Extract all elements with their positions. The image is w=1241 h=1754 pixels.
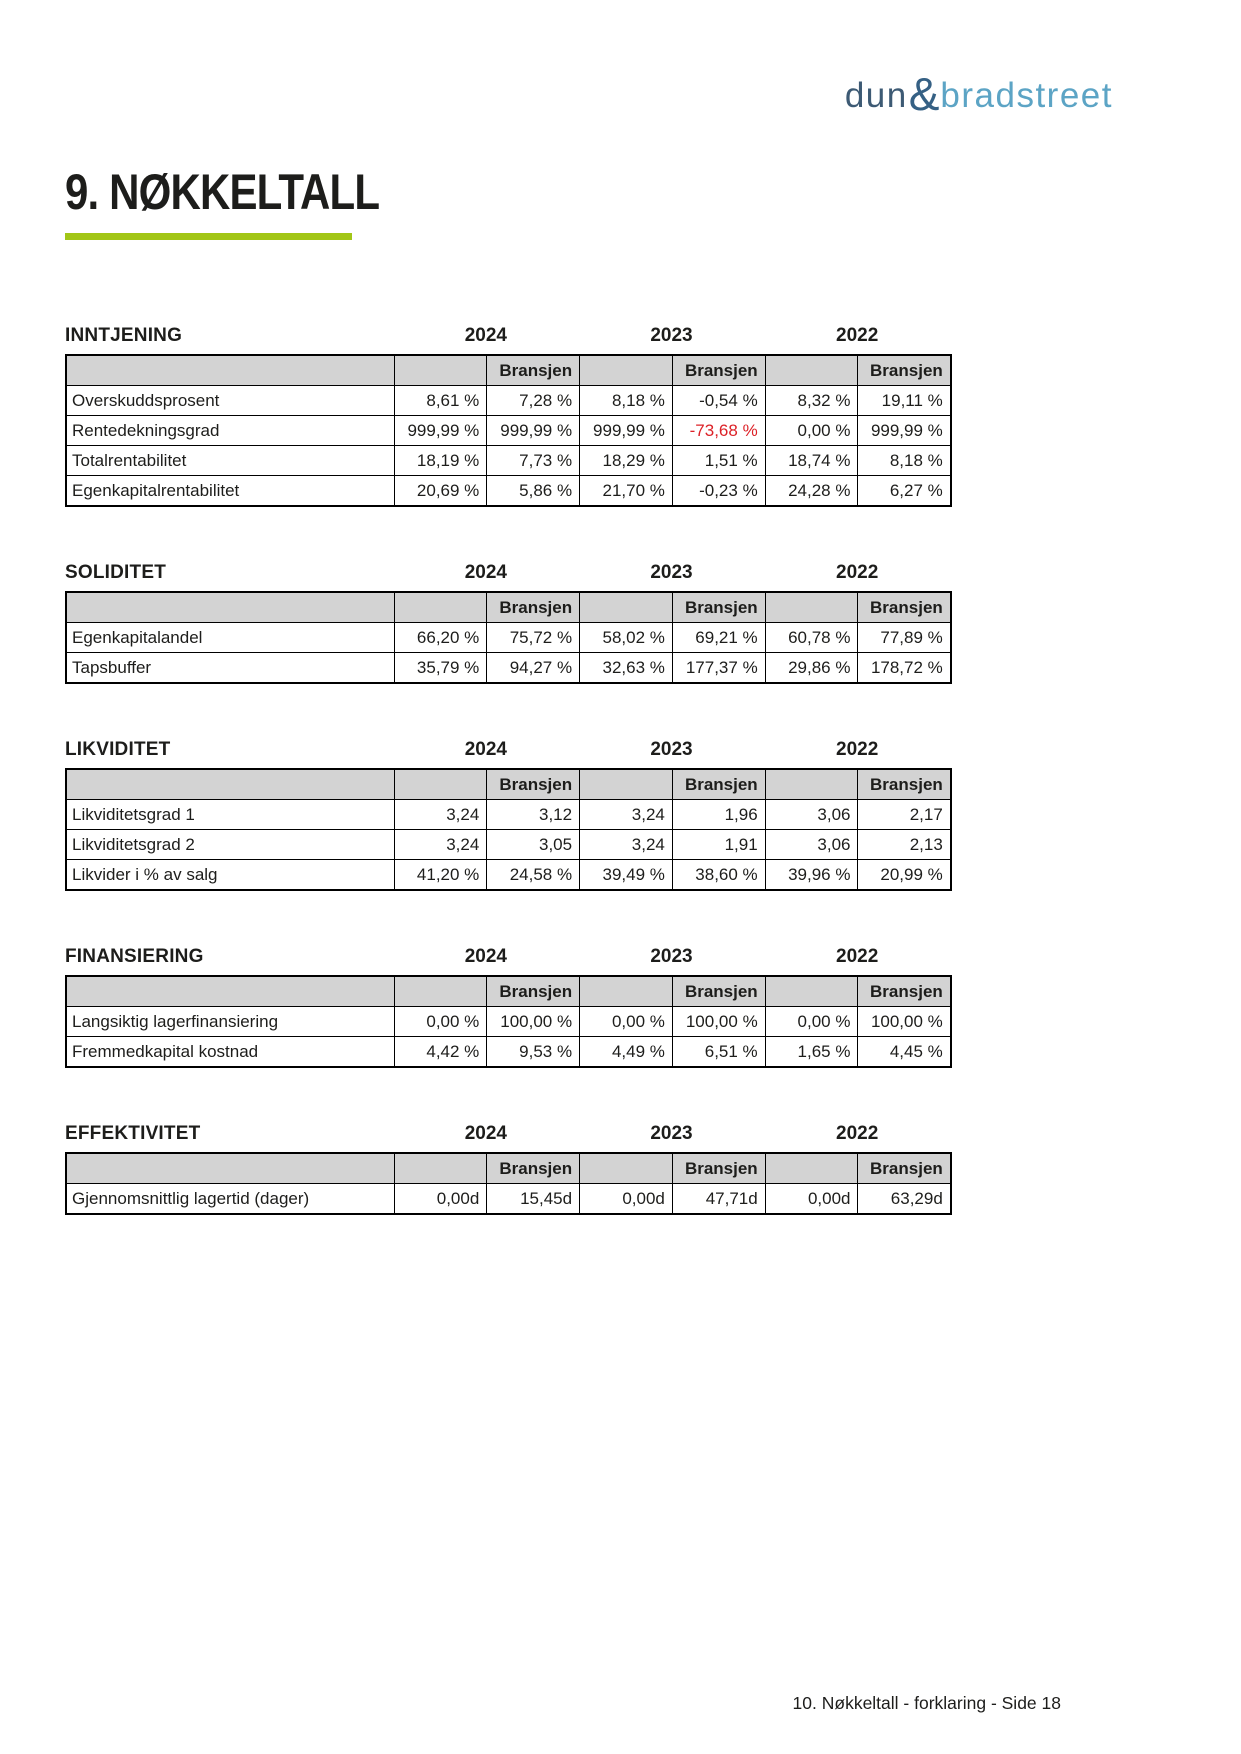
bransjen-header: Bransjen [487, 976, 580, 1007]
year-label: 2024 [464, 739, 507, 760]
table-header-row [66, 592, 951, 623]
section-header [65, 325, 950, 347]
value-cell: 0,00 % [765, 416, 858, 446]
table-row [66, 860, 951, 891]
value-cell: 60,78 % [765, 623, 858, 653]
table-header-row [66, 355, 951, 386]
value-cell: 177,37 % [672, 653, 765, 684]
value-cell: 1,96 [672, 800, 765, 830]
value-cell: 2,17 [858, 800, 951, 830]
value-cell: 3,24 [394, 830, 487, 860]
section-header [65, 946, 950, 968]
table-row [66, 830, 951, 860]
value-cell: 6,27 % [858, 476, 951, 507]
value-cell: 32,63 % [580, 653, 673, 684]
header-empty-cell [765, 769, 858, 800]
header-empty-cell [66, 976, 394, 1007]
header-empty-cell [66, 592, 394, 623]
bransjen-header: Bransjen [672, 769, 765, 800]
value-cell: 1,51 % [672, 446, 765, 476]
value-cell: 18,19 % [394, 446, 487, 476]
kpi-table [65, 975, 952, 1068]
value-cell: 63,29d [858, 1184, 951, 1215]
header-empty-cell [394, 355, 487, 386]
header-empty-cell [765, 976, 858, 1007]
row-label: Overskuddsprosent [66, 386, 394, 416]
value-cell: 39,49 % [580, 860, 673, 891]
year-label: 2022 [836, 739, 879, 760]
year-label: 2023 [650, 562, 693, 583]
bransjen-header: Bransjen [858, 1153, 951, 1184]
section-likviditet [65, 739, 950, 891]
year-label: 2022 [836, 325, 879, 346]
value-cell: 4,42 % [394, 1037, 487, 1068]
value-cell: 41,20 % [394, 860, 487, 891]
value-cell: 7,28 % [487, 386, 580, 416]
value-cell: 999,99 % [394, 416, 487, 446]
kpi-table [65, 1152, 952, 1215]
value-cell: 0,00d [394, 1184, 487, 1215]
table-row [66, 416, 951, 446]
value-cell: 20,69 % [394, 476, 487, 507]
value-cell: 15,45d [487, 1184, 580, 1215]
bransjen-header: Bransjen [487, 1153, 580, 1184]
section-title: SOLIDITET [65, 562, 167, 583]
value-cell: 66,20 % [394, 623, 487, 653]
value-cell: 75,72 % [487, 623, 580, 653]
value-cell: -0,23 % [672, 476, 765, 507]
row-label: Fremmedkapital kostnad [66, 1037, 394, 1068]
value-cell: 0,00d [580, 1184, 673, 1215]
section-finansiering [65, 946, 950, 1068]
table-header-row [66, 1153, 951, 1184]
table-row [66, 476, 951, 507]
header-empty-cell [765, 592, 858, 623]
section-title: EFFEKTIVITET [65, 1123, 201, 1144]
bransjen-header: Bransjen [672, 592, 765, 623]
value-cell: 0,00 % [765, 1007, 858, 1037]
row-label: Likviditetsgrad 1 [66, 800, 394, 830]
header-empty-cell [580, 976, 673, 1007]
bransjen-header: Bransjen [487, 769, 580, 800]
value-cell: 38,60 % [672, 860, 765, 891]
table-header-row [66, 976, 951, 1007]
logo-text-bradstreet: bradstreet [940, 76, 1113, 115]
value-cell: 58,02 % [580, 623, 673, 653]
bransjen-header: Bransjen [672, 1153, 765, 1184]
value-cell: 0,00 % [394, 1007, 487, 1037]
value-cell: 100,00 % [487, 1007, 580, 1037]
year-label: 2023 [650, 1123, 693, 1144]
value-cell: -0,54 % [672, 386, 765, 416]
header-empty-cell [394, 592, 487, 623]
year-label: 2024 [464, 562, 507, 583]
value-cell: 94,27 % [487, 653, 580, 684]
row-label: Likvider i % av salg [66, 860, 394, 891]
section-header [65, 739, 950, 761]
kpi-table [65, 768, 952, 891]
table-header-row [66, 769, 951, 800]
value-cell: 3,24 [394, 800, 487, 830]
section-title: INNTJENING [65, 325, 183, 346]
section-header [65, 562, 950, 584]
section-soliditet [65, 562, 950, 684]
row-label: Egenkapitalrentabilitet [66, 476, 394, 507]
bransjen-header: Bransjen [672, 976, 765, 1007]
page-title: 9. NØKKELTALL [65, 164, 380, 220]
value-cell: 3,24 [580, 800, 673, 830]
section-title: LIKVIDITET [65, 739, 171, 760]
bransjen-header: Bransjen [858, 592, 951, 623]
table-row [66, 623, 951, 653]
year-label: 2024 [464, 946, 507, 967]
logo-ampersand-icon: & [908, 68, 940, 120]
header-empty-cell [580, 769, 673, 800]
value-cell: 3,06 [765, 800, 858, 830]
header-empty-cell [66, 1153, 394, 1184]
section-effektivitet [65, 1123, 950, 1215]
bransjen-header: Bransjen [858, 976, 951, 1007]
section-title: FINANSIERING [65, 946, 204, 967]
value-cell: 3,12 [487, 800, 580, 830]
value-cell: 8,61 % [394, 386, 487, 416]
header-empty-cell [580, 1153, 673, 1184]
value-cell: 24,58 % [487, 860, 580, 891]
section-header [65, 1123, 950, 1145]
table-row [66, 800, 951, 830]
value-cell: 7,73 % [487, 446, 580, 476]
header-empty-cell [765, 1153, 858, 1184]
row-label: Tapsbuffer [66, 653, 394, 684]
value-cell: 100,00 % [858, 1007, 951, 1037]
value-cell: 999,99 % [858, 416, 951, 446]
row-label: Likviditetsgrad 2 [66, 830, 394, 860]
title-underline [65, 233, 352, 240]
dun-bradstreet-logo [844, 68, 1113, 120]
kpi-table [65, 354, 952, 507]
bransjen-header: Bransjen [672, 355, 765, 386]
value-cell: 4,45 % [858, 1037, 951, 1068]
year-label: 2023 [650, 325, 693, 346]
value-cell: 2,13 [858, 830, 951, 860]
value-cell: 39,96 % [765, 860, 858, 891]
header-empty-cell [765, 355, 858, 386]
value-cell: 100,00 % [672, 1007, 765, 1037]
value-cell: 1,65 % [765, 1037, 858, 1068]
bransjen-header: Bransjen [858, 355, 951, 386]
value-cell: 9,53 % [487, 1037, 580, 1068]
value-cell: 21,70 % [580, 476, 673, 507]
header-empty-cell [394, 976, 487, 1007]
page-footer: 10. Nøkkeltall - forklaring - Side 18 [792, 1693, 1061, 1713]
value-cell: 4,49 % [580, 1037, 673, 1068]
value-cell: 3,05 [487, 830, 580, 860]
table-row [66, 1037, 951, 1068]
value-cell: 47,71d [672, 1184, 765, 1215]
value-cell: 178,72 % [858, 653, 951, 684]
value-cell: 3,06 [765, 830, 858, 860]
row-label: Egenkapitalandel [66, 623, 394, 653]
kpi-table [65, 591, 952, 684]
table-row [66, 653, 951, 684]
bransjen-header: Bransjen [487, 592, 580, 623]
row-label: Gjennomsnittlig lagertid (dager) [66, 1184, 394, 1215]
report-sections [65, 325, 950, 1270]
value-cell: 8,18 % [580, 386, 673, 416]
value-cell: 5,86 % [487, 476, 580, 507]
value-cell: 29,86 % [765, 653, 858, 684]
value-cell: 1,91 [672, 830, 765, 860]
header-empty-cell [394, 1153, 487, 1184]
year-label: 2023 [650, 739, 693, 760]
value-cell: 18,74 % [765, 446, 858, 476]
year-label: 2024 [464, 325, 507, 346]
value-cell: 18,29 % [580, 446, 673, 476]
header-empty-cell [66, 355, 394, 386]
value-cell: 35,79 % [394, 653, 487, 684]
row-label: Rentedekningsgrad [66, 416, 394, 446]
value-cell: 0,00 % [580, 1007, 673, 1037]
header-empty-cell [580, 592, 673, 623]
header-empty-cell [580, 355, 673, 386]
header-empty-cell [66, 769, 394, 800]
table-row [66, 1007, 951, 1037]
bransjen-header: Bransjen [487, 355, 580, 386]
row-label: Langsiktig lagerfinansiering [66, 1007, 394, 1037]
table-row [66, 1184, 951, 1215]
year-label: 2022 [836, 946, 879, 967]
value-cell: 8,32 % [765, 386, 858, 416]
bransjen-header: Bransjen [858, 769, 951, 800]
value-cell: 19,11 % [858, 386, 951, 416]
year-label: 2022 [836, 1123, 879, 1144]
logo-text-dun: dun [844, 76, 908, 115]
value-cell: 77,89 % [858, 623, 951, 653]
section-inntjening [65, 325, 950, 507]
table-row [66, 386, 951, 416]
value-cell: 24,28 % [765, 476, 858, 507]
value-cell: -73,68 % [672, 416, 765, 446]
row-label: Totalrentabilitet [66, 446, 394, 476]
value-cell: 999,99 % [487, 416, 580, 446]
value-cell: 69,21 % [672, 623, 765, 653]
table-row [66, 446, 951, 476]
value-cell: 3,24 [580, 830, 673, 860]
year-label: 2023 [650, 946, 693, 967]
year-label: 2024 [464, 1123, 507, 1144]
value-cell: 999,99 % [580, 416, 673, 446]
value-cell: 8,18 % [858, 446, 951, 476]
value-cell: 0,00d [765, 1184, 858, 1215]
header-empty-cell [394, 769, 487, 800]
value-cell: 20,99 % [858, 860, 951, 891]
year-label: 2022 [836, 562, 879, 583]
value-cell: 6,51 % [672, 1037, 765, 1068]
